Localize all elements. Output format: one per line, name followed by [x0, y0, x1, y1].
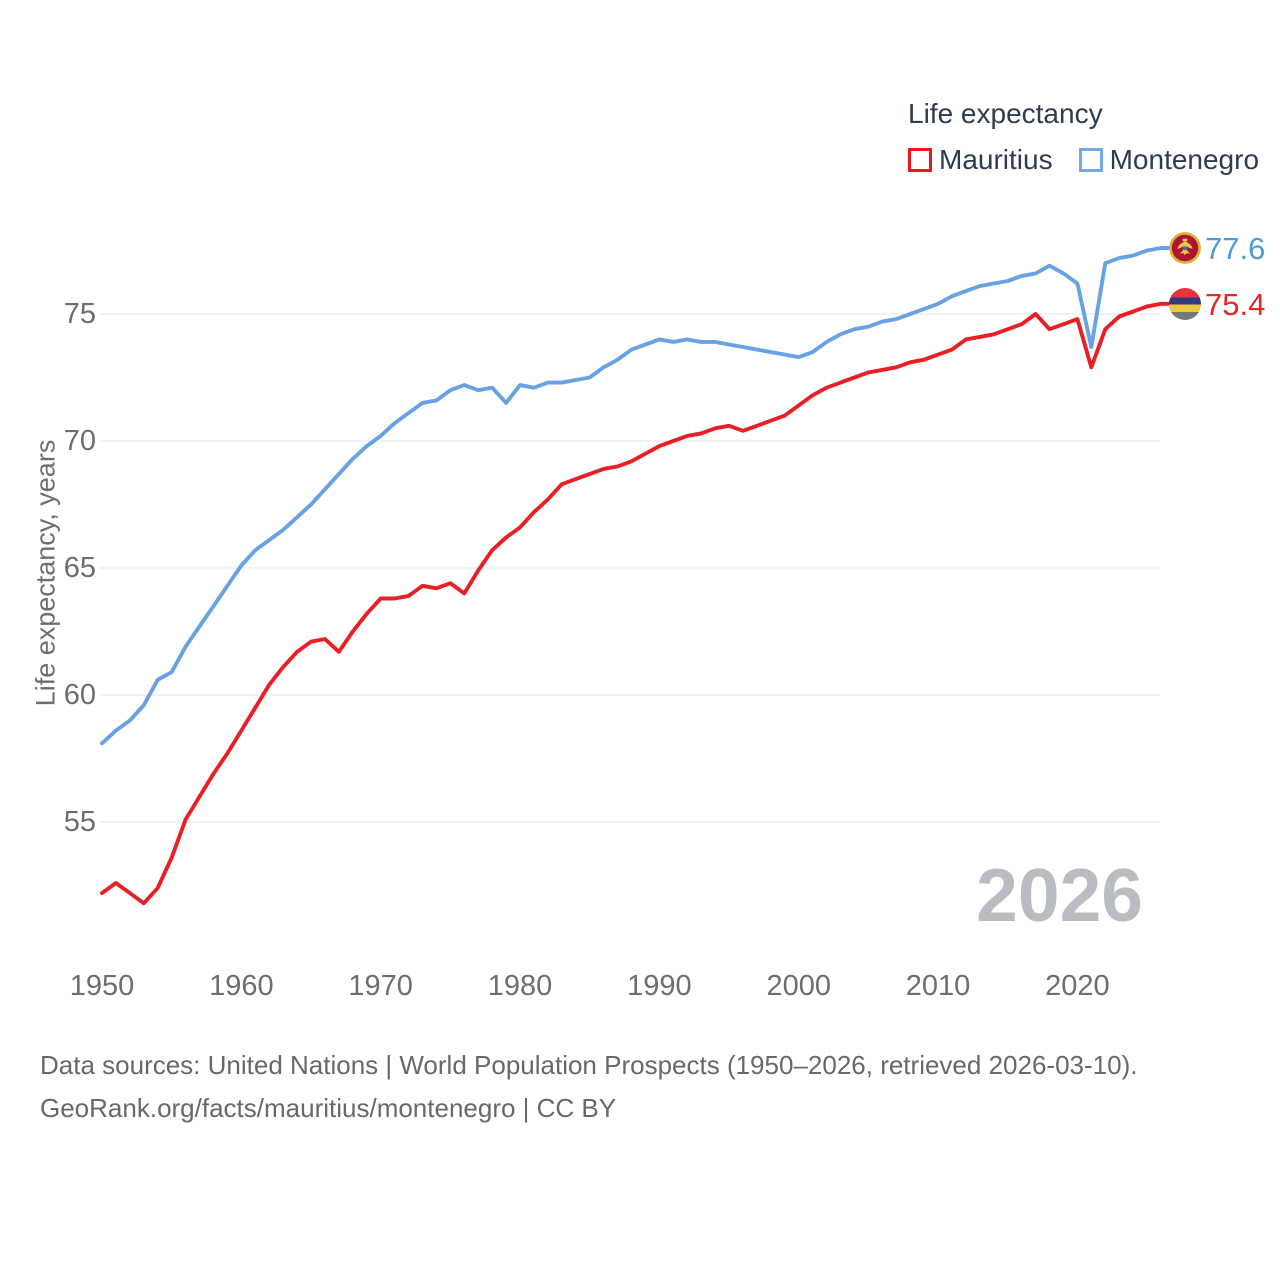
x-tick-2010: 2010	[905, 970, 971, 1002]
x-tick-1960: 1960	[209, 970, 274, 1002]
x-tick-2000: 2000	[766, 970, 831, 1002]
montenegro-flag-icon	[1169, 232, 1201, 264]
x-tick-1990: 1990	[627, 970, 692, 1002]
legend-title: Life expectancy	[908, 98, 1103, 129]
legend-swatch-mauritius-icon	[908, 148, 932, 172]
x-tick-1980: 1980	[487, 970, 553, 1002]
attribution-note: GeoRank.org/facts/mauritius/montenegro | CC BY	[40, 1093, 617, 1123]
chart-legend	[908, 98, 1259, 176]
x-tick-1950: 1950	[69, 970, 135, 1002]
y-tick-55: 55	[63, 806, 96, 838]
y-tick-65: 65	[63, 552, 96, 584]
y-tick-60: 60	[63, 679, 96, 711]
mauritius-end-value: 75.4	[1205, 287, 1266, 322]
legend-swatch-montenegro-icon	[1079, 148, 1103, 172]
year-watermark: 2026	[976, 853, 1143, 937]
x-tick-2020: 2020	[1045, 970, 1110, 1002]
footer-note	[40, 1044, 1240, 1130]
y-axis-title: Life expectancy, years	[30, 439, 61, 707]
montenegro-end-value: 77.6	[1205, 231, 1266, 266]
x-tick-1970: 1970	[348, 970, 413, 1002]
legend-label-montenegro: Montenegro	[1109, 144, 1260, 175]
mauritius-flag-icon	[1169, 288, 1201, 320]
mauritius-line	[102, 304, 1172, 904]
legend-item-mauritius[interactable]	[908, 144, 1053, 176]
legend-row	[908, 144, 1259, 176]
legend-label-mauritius: Mauritius	[939, 144, 1053, 175]
legend-item-montenegro[interactable]	[1079, 144, 1259, 176]
data-source-note: Data sources: United Nations | World Population Prospects (1950–2026, retrieved 2026-03-10).	[40, 1050, 1138, 1080]
y-tick-70: 70	[63, 425, 96, 457]
y-tick-75: 75	[63, 298, 96, 330]
montenegro-line	[102, 248, 1172, 743]
